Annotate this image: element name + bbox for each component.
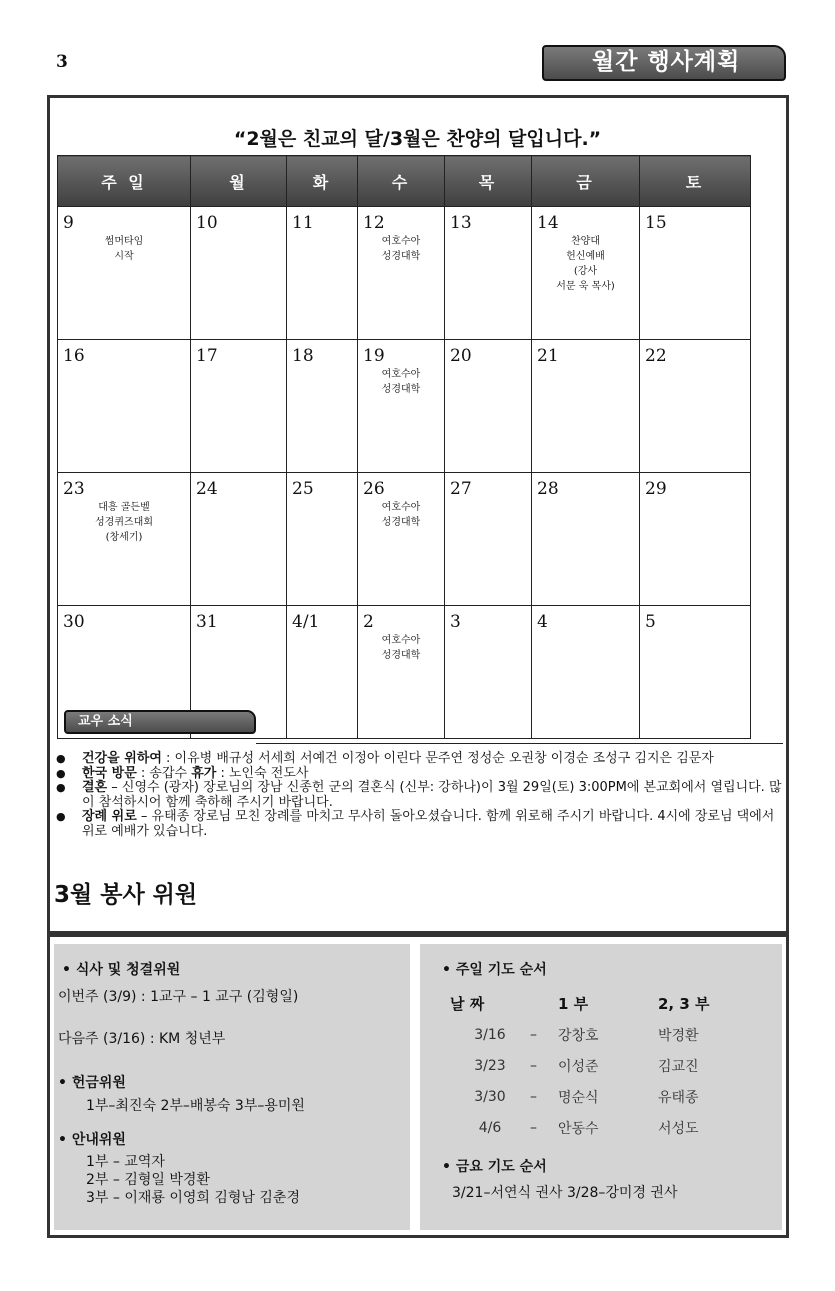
day-number: 21 (537, 346, 559, 366)
prayer-row (450, 1050, 768, 1081)
service-committee-title: 3월 봉사 위원 (54, 882, 198, 908)
friday-prayer-heading: • 금요 기도 순서 (442, 1159, 547, 1175)
weekday-header-row (58, 156, 751, 207)
prayer-row (450, 1112, 768, 1143)
this-week-duty: 이번주 (3/9) : 1교구 – 1 교구 (김형일) (58, 989, 299, 1005)
weekday-header: 월 (191, 156, 287, 207)
day-number: 27 (450, 479, 472, 499)
calendar-day-cell (445, 340, 532, 473)
calendar-day-cell (640, 207, 751, 340)
offering-text: 1부–최진숙 2부–배봉숙 3부–용미원 (86, 1098, 305, 1114)
prayer-header: 1 부 (558, 995, 589, 1013)
calendar-day-cell (287, 473, 358, 606)
day-event: 여호수아 성경대학 (381, 236, 421, 262)
news-item-health (56, 752, 786, 767)
news-text: : 노인숙 전도사 (216, 765, 309, 781)
news-label: 결혼 (82, 780, 108, 795)
prayer-cell: 김교진 (658, 1058, 699, 1075)
usher-heading: • 안내위원 (58, 1132, 126, 1148)
day-event: 여호수아 성경대학 (381, 502, 421, 528)
calendar-day-cell (191, 340, 287, 473)
news-label: 한국 방문 (82, 765, 137, 781)
prayer-header: 날 짜 (450, 995, 485, 1013)
calendar-day-cell (58, 207, 191, 340)
calendar-day-cell (640, 606, 751, 739)
prayer-row (450, 1081, 768, 1112)
usher-line: 2부 – 김형일 박경환 (86, 1172, 210, 1188)
day-number: 17 (196, 346, 218, 366)
page-number: 3 (56, 52, 68, 72)
prayer-row (450, 1019, 768, 1050)
day-event: 여호수아 성경대학 (381, 635, 421, 661)
prayer-cell: 3/30 (474, 1088, 506, 1105)
day-event: 썸머타임 시작 (104, 236, 144, 262)
service-right-panel (420, 944, 782, 1230)
day-number: 4 (537, 612, 548, 632)
day-number: 18 (292, 346, 314, 366)
prayer-cell: 3/23 (474, 1057, 506, 1074)
service-left-panel (54, 944, 410, 1230)
news-text: : 이유병 배규성 서세희 서예건 이정아 이린다 문주연 정성순 오권창 이경순 조성구 김지은 김문자 (161, 751, 714, 766)
calendar-day-cell (191, 207, 287, 340)
usher-line: 1부 – 교역자 (86, 1154, 165, 1170)
calendar-week-row (58, 340, 751, 473)
calendar-day-cell (358, 606, 445, 739)
news-item-wedding (56, 781, 786, 810)
day-number: 29 (645, 479, 667, 499)
friday-prayer-text: 3/21–서연식 권사 3/28–강미경 권사 (452, 1185, 678, 1201)
calendar-day-cell (358, 340, 445, 473)
prayer-cell: – (530, 1057, 537, 1074)
calendar-day-cell (532, 340, 640, 473)
weekday-header: 화 (287, 156, 358, 207)
news-label: 장례 위로 (82, 809, 137, 824)
news-text: – 유태종 장로님 모친 장례를 마치고 무사히 돌아오셨습니다. 함께 위로해 주시기 바랍니다. 4시에 장로님 댁에서 위로 예배가 있습니다. (82, 809, 775, 839)
service-divider (47, 931, 789, 934)
day-number: 5 (645, 612, 656, 632)
calendar-day-cell (445, 606, 532, 739)
day-number: 2 (363, 612, 374, 632)
news-text: : 송갑수 (136, 765, 192, 781)
day-number: 10 (196, 213, 218, 233)
parish-news-tab: 교우 소식 (64, 710, 256, 734)
calendar-day-cell (358, 473, 445, 606)
prayer-cell: 안동수 (558, 1120, 599, 1137)
day-number: 24 (196, 479, 218, 499)
news-item-visit (56, 767, 786, 782)
day-number: 31 (196, 612, 218, 632)
day-number: 15 (645, 213, 667, 233)
monthly-events-header-tab: 월간 행사계획 (542, 45, 786, 81)
prayer-cell: 명순식 (558, 1089, 599, 1106)
calendar-day-cell (445, 207, 532, 340)
calendar-day-cell (58, 340, 191, 473)
prayer-cell: 4/6 (478, 1119, 502, 1136)
calendar-day-cell (191, 473, 287, 606)
calendar-day-cell (358, 207, 445, 340)
prayer-cell: 서성도 (658, 1120, 699, 1137)
weekday-header: 목 (445, 156, 532, 207)
calendar-day-cell (445, 473, 532, 606)
prayer-cell: – (530, 1026, 537, 1043)
usher-line: 3부 – 이재룡 이영희 김형남 김춘경 (86, 1190, 300, 1206)
meal-heading: • 식사 및 청결위원 (62, 962, 181, 978)
weekday-header: 토 (640, 156, 751, 207)
prayer-cell: 박경환 (658, 1027, 699, 1044)
prayer-header-row (450, 988, 768, 1019)
prayer-cell: 강창호 (558, 1027, 599, 1044)
news-label: 휴가 (191, 765, 217, 781)
calendar-day-cell (287, 606, 358, 739)
calendar-day-cell (287, 340, 358, 473)
sunday-prayer-heading: • 주일 기도 순서 (442, 962, 547, 978)
news-label: 건강을 위하여 (82, 751, 162, 766)
day-number: 26 (363, 479, 385, 499)
day-number: 14 (537, 213, 559, 233)
news-item-funeral (56, 810, 786, 839)
sunday-prayer-table (450, 988, 768, 1143)
day-number: 22 (645, 346, 667, 366)
news-divider (256, 743, 783, 744)
news-text: – 신영수 (광자) 장로님의 장남 신종헌 군의 결혼식 (신부: 강하나)이 3월 29일(토) 3:00PM에 본교회에서 열립니다. 많이 참석하시어 함께 축하해 주시기 바랍니다. (82, 780, 782, 810)
calendar-table (57, 155, 751, 739)
day-number: 30 (63, 612, 85, 632)
parish-news-list (56, 752, 786, 839)
day-number: 19 (363, 346, 385, 366)
calendar-day-cell (287, 207, 358, 340)
weekday-header: 주 일 (58, 156, 191, 207)
day-event: 여호수아 성경대학 (381, 369, 421, 395)
calendar-day-cell (532, 606, 640, 739)
prayer-cell: – (530, 1119, 537, 1136)
day-number: 11 (292, 213, 314, 233)
calendar-day-cell (640, 473, 751, 606)
day-number: 28 (537, 479, 559, 499)
day-number: 23 (63, 479, 85, 499)
day-number: 16 (63, 346, 85, 366)
day-number: 9 (63, 213, 74, 233)
offering-heading: • 헌금위원 (58, 1075, 126, 1091)
day-number: 4/1 (292, 612, 320, 632)
next-week-duty: 다음주 (3/16) : KM 청년부 (58, 1031, 226, 1047)
calendar-title: “2월은 친교의 달/3월은 찬양의 달입니다.” (233, 128, 602, 150)
prayer-cell: 3/16 (474, 1026, 506, 1043)
calendar-day-cell (640, 340, 751, 473)
calendar-day-cell (532, 473, 640, 606)
calendar-week-row (58, 207, 751, 340)
day-number: 12 (363, 213, 385, 233)
calendar-day-cell (532, 207, 640, 340)
day-number: 13 (450, 213, 472, 233)
weekday-header: 수 (358, 156, 445, 207)
weekday-header: 금 (532, 156, 640, 207)
calendar-day-cell (58, 473, 191, 606)
prayer-header: 2, 3 부 (658, 995, 710, 1013)
day-event: 대흥 골든벨 성경퀴즈대회 (창세기) (95, 502, 153, 543)
day-number: 3 (450, 612, 461, 632)
day-number: 20 (450, 346, 472, 366)
day-number: 25 (292, 479, 314, 499)
prayer-cell: – (530, 1088, 537, 1105)
prayer-cell: 이성준 (558, 1058, 599, 1075)
day-event: 찬양대 헌신예배 (강사 서문 욱 목사) (556, 236, 615, 292)
prayer-cell: 유태종 (658, 1089, 699, 1106)
calendar-week-row (58, 473, 751, 606)
